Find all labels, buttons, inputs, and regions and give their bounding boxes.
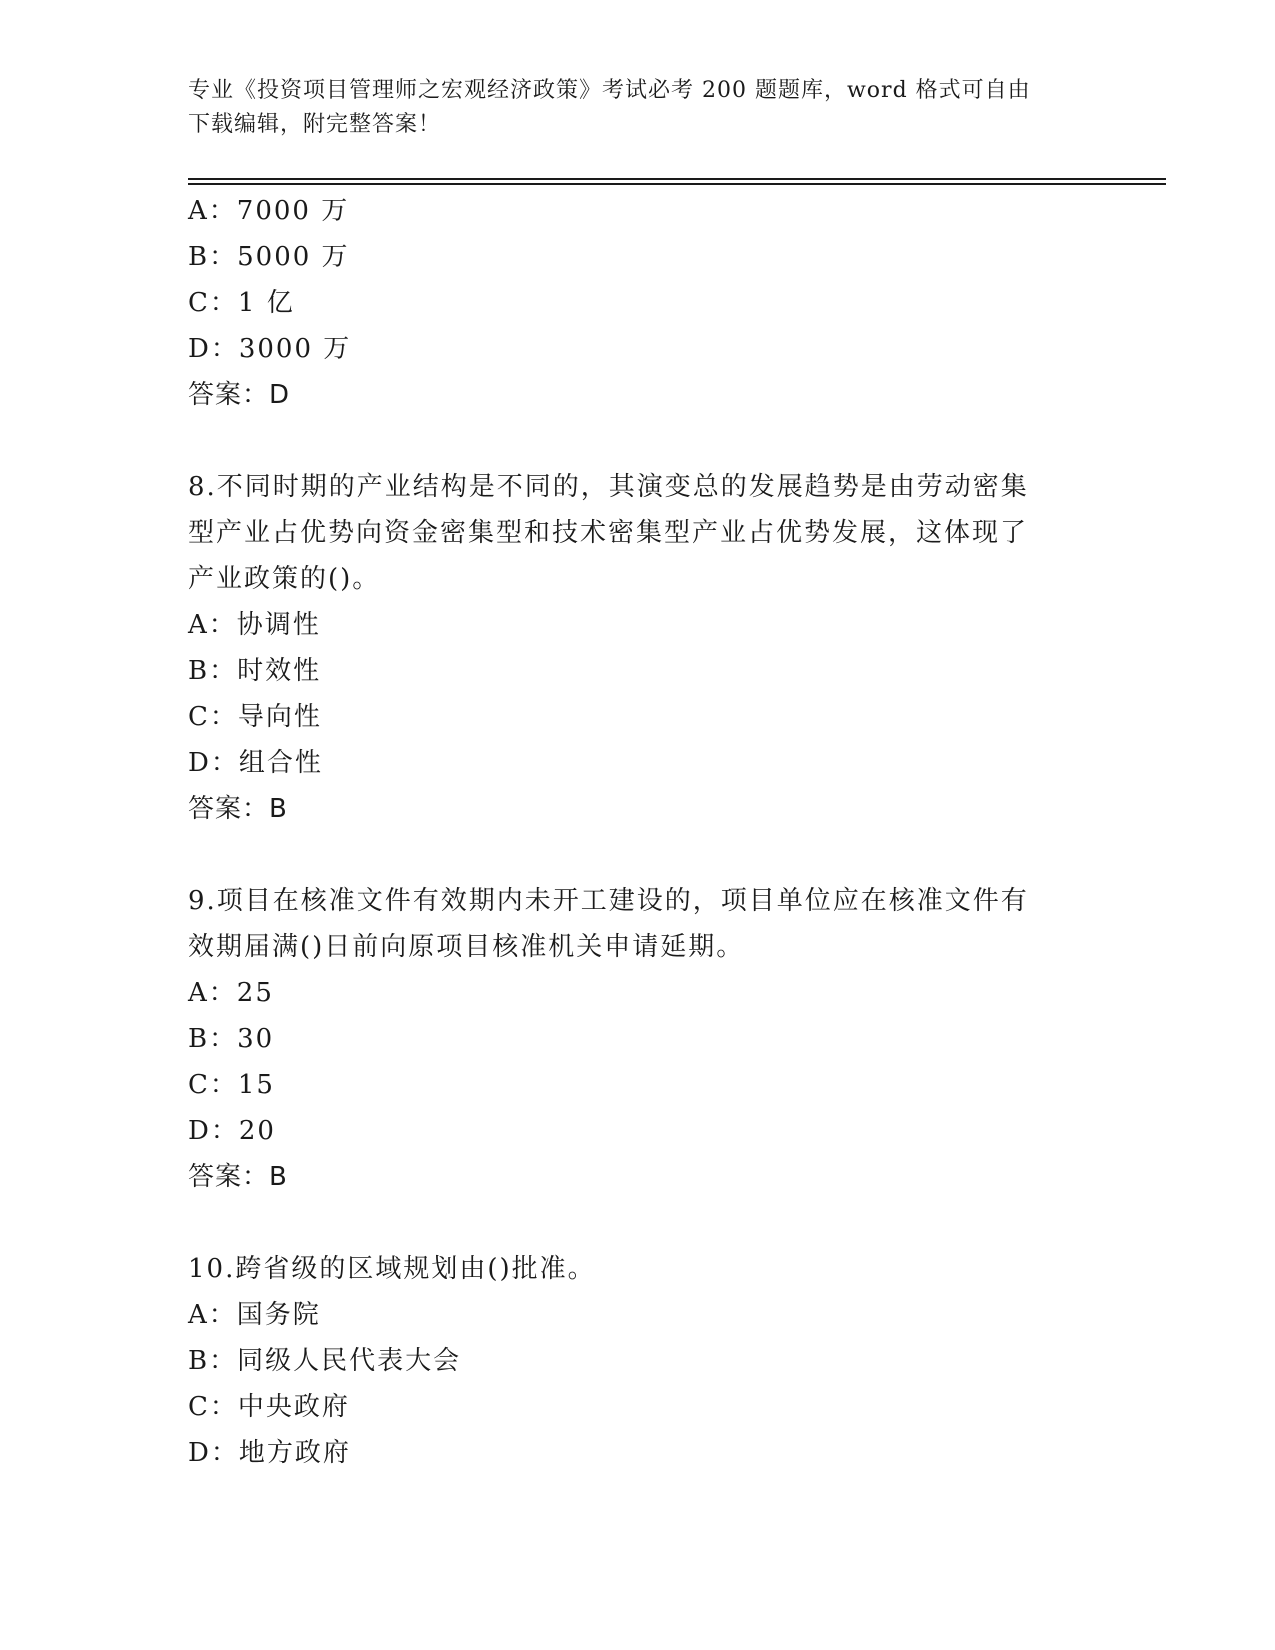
question-content (188, 188, 1088, 1476)
question-9 (188, 878, 1088, 1200)
option-d: D：20 (188, 1116, 276, 1146)
stem-line: 产业政策的()。 (188, 564, 381, 594)
question-stem (188, 1246, 1088, 1292)
stem-line: 10.跨省级的区域规划由()批准。 (188, 1254, 596, 1284)
header-divider-bottom (188, 183, 1166, 185)
option-a: A：7000 万 (188, 196, 350, 226)
question-10 (188, 1246, 1088, 1476)
header-line-1: 专业《投资项目管理师之宏观经济政策》考试必考 200 题题库，word 格式可自由 (188, 78, 1031, 103)
question-7 (188, 188, 1088, 418)
option-c: C：中央政府 (188, 1392, 350, 1422)
option-a: A：25 (188, 978, 274, 1008)
question-8 (188, 464, 1088, 832)
stem-line: 9.项目在核准文件有效期内未开工建设的，项目单位应在核准文件有 (188, 886, 1029, 916)
option-a: A：协调性 (188, 610, 321, 640)
spacer (188, 418, 1088, 464)
stem-line: 型产业占优势向资金密集型和技术密集型产业占优势发展，这体现了 (188, 518, 1029, 548)
option-c: C：15 (188, 1070, 275, 1100)
header-line-2: 下载编辑，附完整答案！ (188, 112, 442, 137)
spacer (188, 1200, 1088, 1246)
document-header (188, 74, 1068, 142)
option-d: D：3000 万 (188, 334, 352, 364)
option-c: C：1 亿 (188, 288, 295, 318)
header-divider-top (188, 178, 1166, 180)
answer-line: 答案：B (188, 1162, 288, 1192)
stem-line: 8.不同时期的产业结构是不同的，其演变总的发展趋势是由劳动密集 (188, 472, 1029, 502)
question-stem (188, 878, 1088, 970)
spacer (188, 832, 1088, 878)
stem-line: 效期届满()日前向原项目核准机关申请延期。 (188, 932, 745, 962)
option-a: A：国务院 (188, 1300, 321, 1330)
option-d: D：组合性 (188, 748, 323, 778)
option-b: B：时效性 (188, 656, 322, 686)
answer-line: 答案：D (188, 380, 291, 410)
option-b: B：同级人民代表大会 (188, 1346, 462, 1376)
option-b: B：30 (188, 1024, 275, 1054)
option-c: C：导向性 (188, 702, 322, 732)
question-stem (188, 464, 1088, 602)
option-b: B：5000 万 (188, 242, 350, 272)
answer-line: 答案：B (188, 794, 288, 824)
option-d: D：地方政府 (188, 1438, 351, 1468)
